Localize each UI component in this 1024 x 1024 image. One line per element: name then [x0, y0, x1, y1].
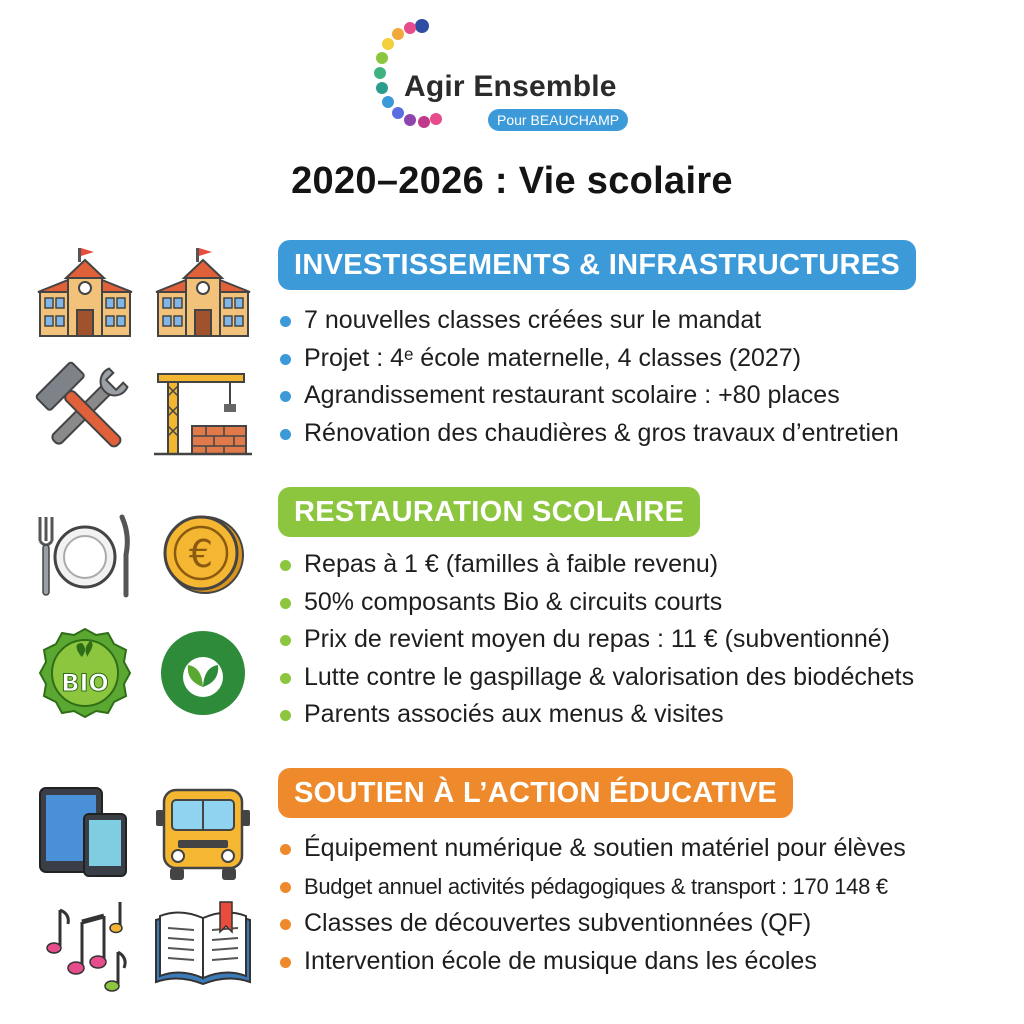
bullet-dot [280, 844, 291, 855]
list-item-text: Intervention école de musique dans les écoles [304, 946, 817, 975]
list-item-text: Parents associés aux menus & visites [304, 700, 724, 728]
list-item [278, 584, 914, 622]
list-item-text: 7 nouvelles classes créées sur le mandat [304, 306, 762, 334]
list-item [278, 340, 899, 378]
list-item-text: Projet : 4ᵉ école maternelle, 4 classes (2027) [304, 343, 802, 372]
list-item [278, 659, 914, 697]
bullet-list [278, 830, 906, 980]
school-bus-icon [148, 780, 258, 890]
bullet-dot [280, 882, 291, 893]
list-item [278, 302, 899, 340]
tablet-devices-icon [30, 780, 140, 890]
bullet-dot [280, 673, 291, 684]
bullet-dot [280, 316, 291, 327]
school-building-icon [30, 240, 140, 350]
list-item [278, 905, 906, 943]
bullet-dot [280, 429, 291, 440]
bullet-dot [280, 391, 291, 402]
construction-crane-icon [148, 356, 258, 466]
section-heading: INVESTISSEMENTS & INFRASTRUCTURES [278, 240, 916, 290]
bullet-dot [280, 710, 291, 721]
bullet-list [278, 546, 914, 734]
logo-subtitle: Pour BEAUCHAMP [488, 109, 628, 131]
list-item-text: Rénovation des chaudières & gros travaux d’entretien [304, 418, 899, 447]
bullet-list [278, 302, 899, 452]
bio-badge-icon [30, 621, 140, 731]
list-item-text: 50% composants Bio & circuits courts [304, 587, 723, 616]
bullet-dot [280, 354, 291, 365]
list-item-text: Équipement numérique & soutien matériel pour élèves [304, 834, 906, 862]
logo [372, 16, 662, 136]
bullet-dot [280, 957, 291, 968]
open-book-icon [148, 892, 258, 1002]
list-item [278, 830, 906, 868]
euro-coin-icon [148, 505, 258, 615]
list-item [278, 621, 914, 659]
list-item-text: Lutte contre le gaspillage & valorisation des biodéchets [304, 662, 915, 691]
bullet-dot [280, 598, 291, 609]
bullet-dot [280, 560, 291, 571]
logo-name: Agir Ensemble [404, 70, 617, 103]
section-heading: SOUTIEN À L’ACTION ÉDUCATIVE [278, 768, 793, 818]
school-building-icon [148, 240, 258, 350]
section-heading: RESTAURATION SCOLAIRE [278, 487, 700, 537]
list-item [278, 415, 899, 453]
tools-wrench-hammer-icon [30, 356, 140, 466]
music-notes-icon [30, 892, 140, 1002]
page-title: 2020–2026 : Vie scolaire [291, 160, 733, 202]
leaf-badge-icon [148, 621, 258, 731]
list-item-text: Budget annuel activités pédagogiques & transport : 170 148 € [304, 873, 888, 899]
list-item-text: Classes de découvertes subventionnées (QF) [304, 909, 812, 937]
list-item-text: Agrandissement restaurant scolaire : +80 places [304, 381, 840, 409]
list-item [278, 943, 906, 981]
list-item [278, 696, 914, 734]
svg-text:BIO: BIO [61, 669, 109, 697]
list-item [278, 546, 914, 584]
plate-fork-knife-icon [30, 505, 140, 615]
list-item [278, 377, 899, 415]
list-item [278, 868, 906, 906]
svg-text:€: € [188, 532, 214, 576]
bullet-dot [280, 919, 291, 930]
list-item-text: Repas à 1 € (familles à faible revenu) [304, 550, 719, 578]
list-item-text: Prix de revient moyen du repas : 11 € (subventionné) [304, 625, 890, 653]
bullet-dot [280, 635, 291, 646]
